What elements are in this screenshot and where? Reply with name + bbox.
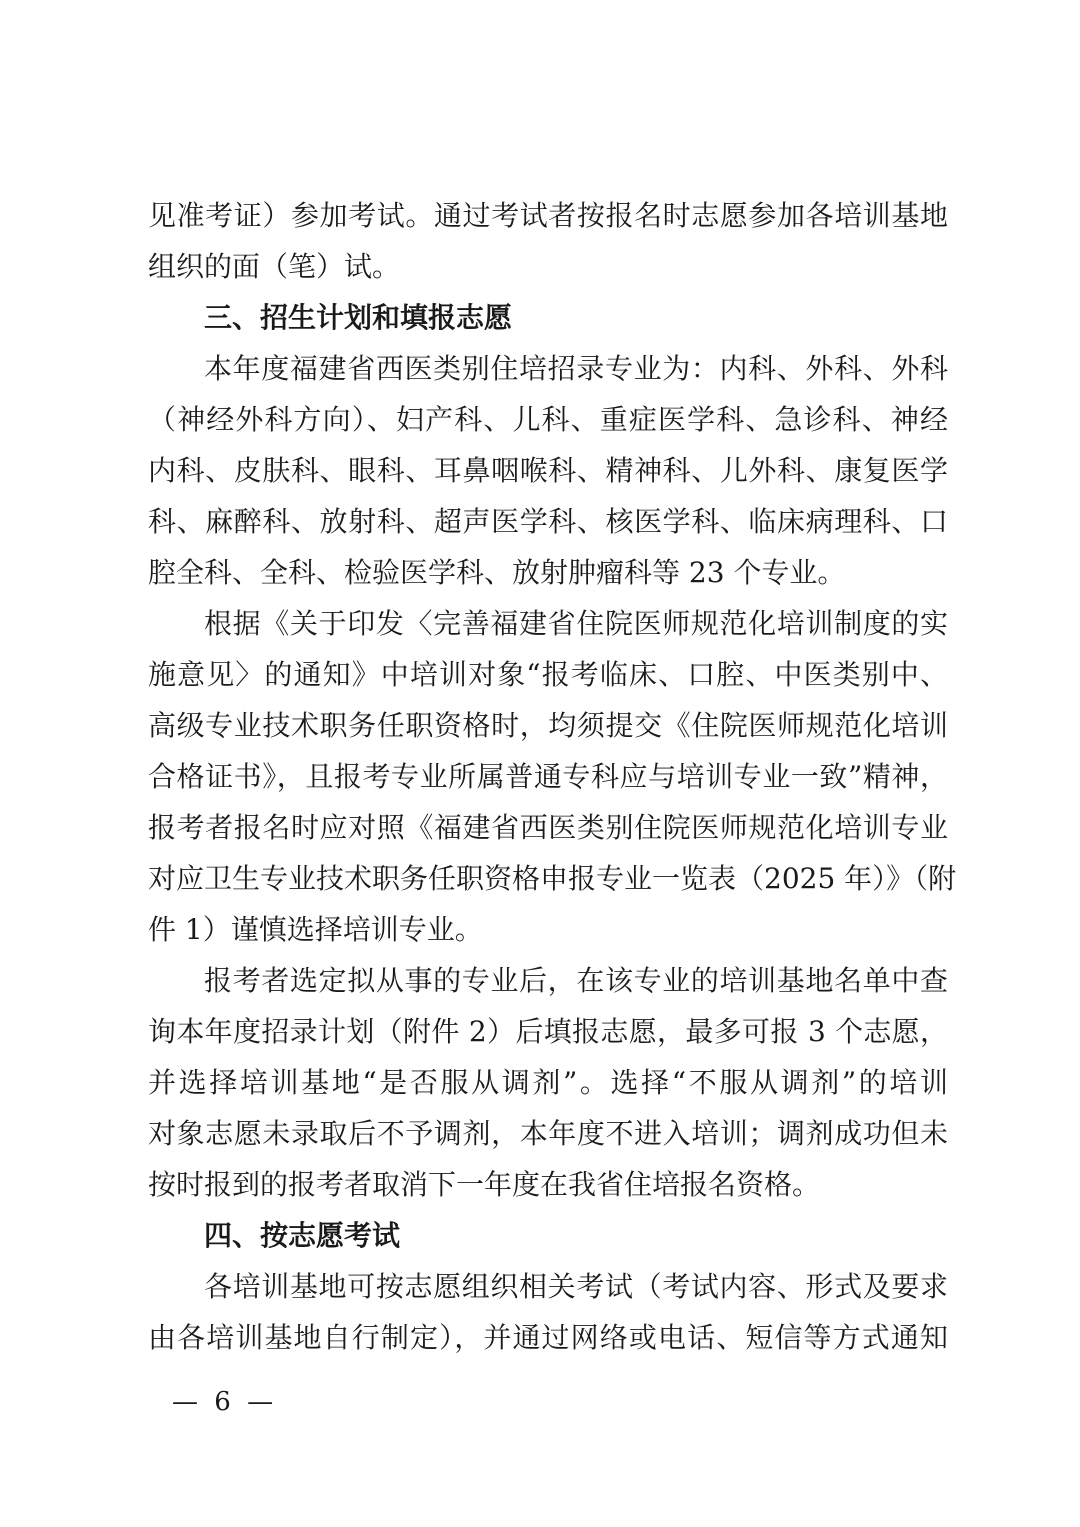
body-line: （神经外科方向）、妇产科、儿科、重症医学科、急诊科、神经 [148,403,948,436]
body-line: 科、麻醉科、放射科、超声医学科、核医学科、临床病理科、口 [148,505,948,538]
section-heading: 三、招生计划和填报志愿 [204,301,513,334]
body-line: 腔全科、全科、检验医学科、放射肿瘤科等 23 个专业。 [148,556,846,589]
body-line: 询本年度招录计划（附件 2）后填报志愿，最多可报 3 个志愿， [148,1015,948,1048]
body-line: 内科、皮肤科、眼科、耳鼻咽喉科、精神科、儿外科、康复医学 [148,454,948,487]
body-line: 对应卫生专业技术职务任职资格申报专业一览表（2025 年）》（附 [148,862,957,895]
body-line: 高级专业技术职务任职资格时，均须提交《住院医师规范化培训 [148,709,948,742]
section-heading: 四、按志愿考试 [204,1219,401,1252]
body-line: 件 1）谨慎选择培训专业。 [148,913,483,946]
body-line: 报考者报名时应对照《福建省西医类别住院医师规范化培训专业 [148,811,948,844]
body-line: 按时报到的报考者取消下一年度在我省住培报名资格。 [148,1168,821,1201]
body-line: 报考者选定拟从事的专业后，在该专业的培训基地名单中查 [204,964,948,997]
body-line: 对象志愿未录取后不予调剂，本年度不进入培训；调剂成功但未 [148,1117,948,1150]
body-line: 本年度福建省西医类别住培招录专业为：内科、外科、外科 [204,352,948,385]
body-line: 各培训基地可按志愿组织相关考试（考试内容、形式及要求 [204,1270,948,1303]
page-number: — 6 — [172,1387,278,1417]
body-line: 组织的面（笔）试。 [148,250,401,283]
body-line: 见准考证）参加考试。通过考试者按报名时志愿参加各培训基地 [148,199,948,232]
body-line: 根据《关于印发〈完善福建省住院医师规范化培训制度的实 [204,607,948,640]
body-line: 施意见〉的通知》中培训对象“报考临床、口腔、中医类别中、 [148,658,948,691]
body-line: 合格证书》，且报考专业所属普通专科应与培训专业一致”精神， [148,760,948,793]
body-line: 并选择培训基地“是否服从调剂”。选择“不服从调剂”的培训 [148,1066,948,1099]
body-line: 由各培训基地自行制定），并通过网络或电话、短信等方式通知 [148,1321,948,1354]
document-page [148,190,957,1363]
